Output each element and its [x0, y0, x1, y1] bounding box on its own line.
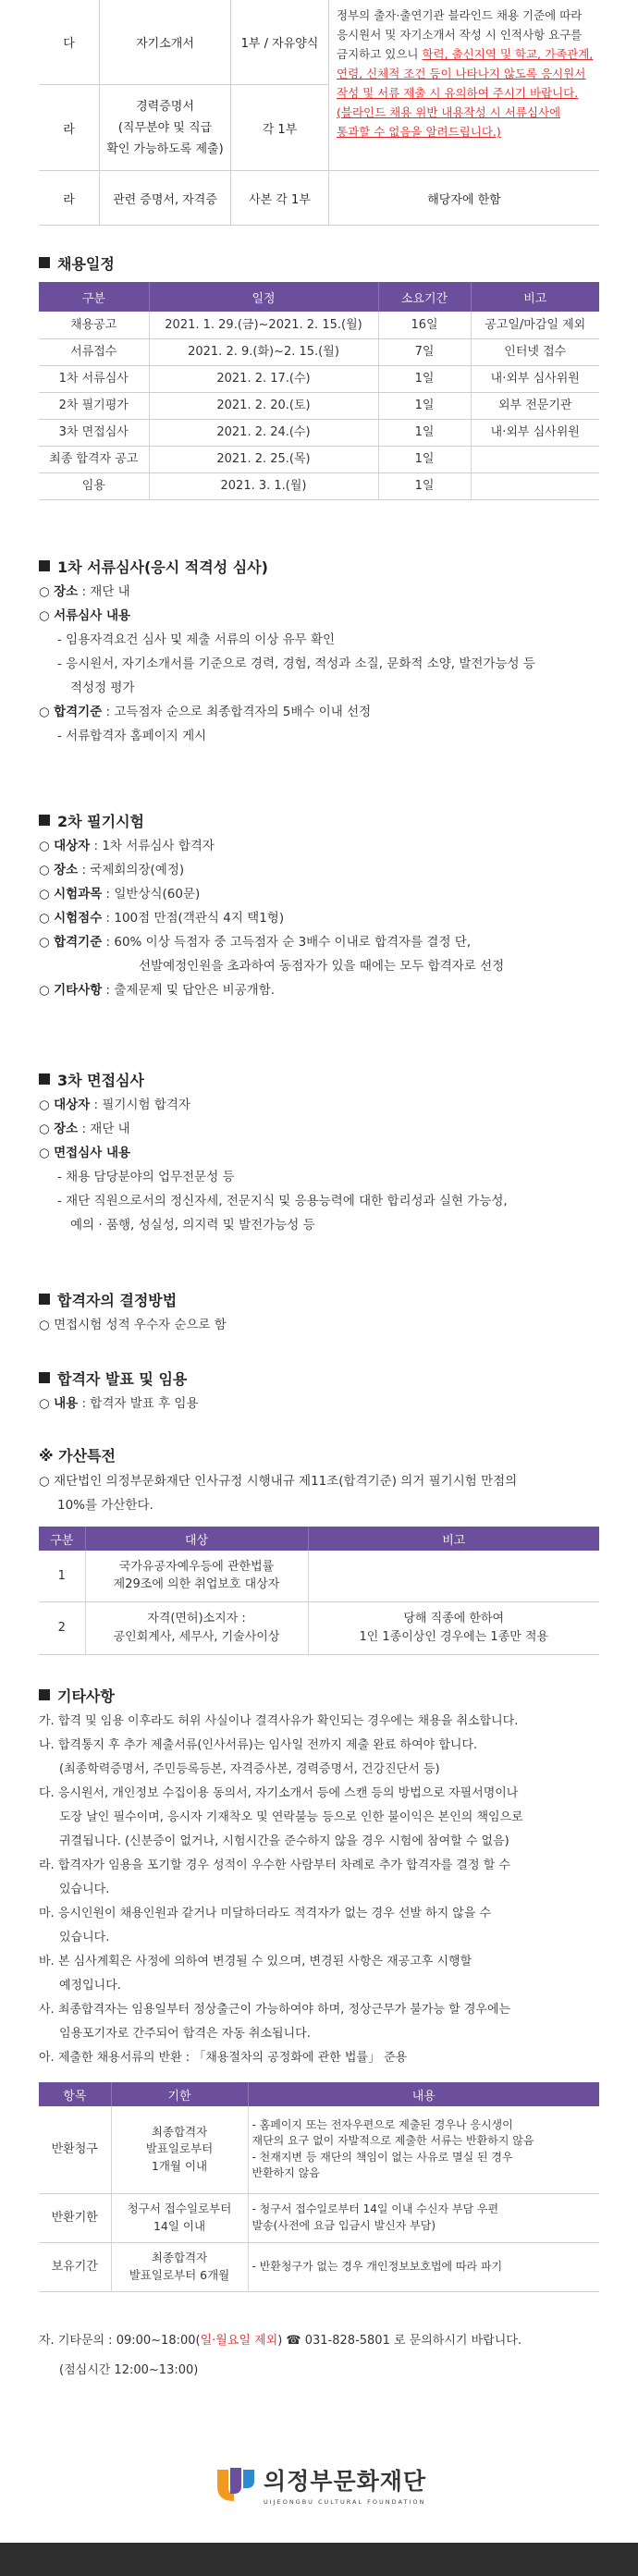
- bonus-table: [39, 1527, 599, 1655]
- schedule-cell: 2021. 3. 1.(월): [149, 472, 378, 499]
- schedule-cell: 1일: [378, 419, 471, 446]
- bonus-body: ○ 재단법인 의정부문화재단 인사규정 시행내규 제11조(합격기준) 의거 필기시험 만점의 10%를 가산한다.: [39, 1474, 518, 1513]
- schedule-row: [39, 472, 599, 499]
- return-period: 청구서 접수일로부터 14일 이내: [111, 2193, 248, 2242]
- doc-count: 사본 각 1부: [230, 171, 328, 225]
- schedule-table: [39, 282, 599, 500]
- doc-count: 1부 / 자유양식: [230, 0, 328, 84]
- col-header: 대상: [85, 1527, 308, 1551]
- schedule-row: [39, 419, 599, 446]
- row-num: 라: [63, 192, 75, 207]
- return-period: 최종합격자 발표일로부터 6개월: [111, 2242, 248, 2291]
- bonus-note: 당해 직종에 한하여 1인 1종이상인 경우에는 1종만 적용: [308, 1601, 599, 1654]
- schedule-cell: 16일: [378, 312, 471, 338]
- doc-count: 각 1부: [230, 85, 328, 170]
- schedule-row: [39, 446, 599, 472]
- footer-bar: [0, 2543, 638, 2576]
- schedule-cell: 1일: [378, 392, 471, 419]
- schedule-cell: 2021. 1. 29.(금)~2021. 2. 15.(월): [149, 312, 378, 338]
- schedule-row: [39, 392, 599, 419]
- schedule-cell: 7일: [378, 338, 471, 365]
- section-title-stage2: 2차 필기시험: [39, 809, 144, 831]
- schedule-row: [39, 312, 599, 338]
- schedule-cell: [471, 472, 599, 499]
- blind-note-warning: 학력, 출신지역 및 학교, 가족관계, 연령, 신체적 조건 등이 나타나지 않도록 응시원서 작성 및 서류 제출 시 유의하여 주시기 바랍니다. (블라인드 채용 위반 내용작성 시 서류심사에 통과할 수 없음을 알려드립니다.): [337, 47, 594, 139]
- col-header: 내용: [248, 2082, 599, 2106]
- schedule-cell: 2021. 2. 17.(수): [149, 365, 378, 392]
- square-bullet-icon: [39, 1294, 50, 1305]
- col-header: 구분: [39, 282, 149, 312]
- col-header: 소요기간: [378, 282, 471, 312]
- schedule-cell: 1일: [378, 446, 471, 472]
- logo-english: UIJEONGBU CULTURAL FOUNDATION: [264, 2498, 426, 2506]
- return-item: 반환청구: [39, 2106, 111, 2193]
- schedule-cell: 내·외부 심사위원: [471, 419, 599, 446]
- col-header: 항목: [39, 2082, 111, 2106]
- schedule-cell: 서류접수: [39, 338, 149, 365]
- logo-name: 의정부문화재단: [264, 2468, 427, 2495]
- schedule-cell: [471, 446, 599, 472]
- col-header: 기한: [111, 2082, 248, 2106]
- section-title-decision: 합격자의 결정방법: [39, 1288, 177, 1310]
- schedule-cell: 1일: [378, 472, 471, 499]
- bonus-num: 1: [39, 1551, 85, 1601]
- schedule-cell: 2021. 2. 9.(화)~2. 15.(월): [149, 338, 378, 365]
- return-table: [39, 2082, 599, 2292]
- section-title-etc: 기타사항: [39, 1684, 115, 1706]
- blind-note: [328, 0, 599, 170]
- doc-name: 관련 증명서, 자격증: [99, 171, 230, 225]
- schedule-cell: 임용: [39, 472, 149, 499]
- col-header: 구분: [39, 1527, 85, 1551]
- return-item: 반환기한: [39, 2193, 111, 2242]
- square-bullet-icon: [39, 1073, 50, 1085]
- square-bullet-icon: [39, 560, 50, 571]
- schedule-row: [39, 365, 599, 392]
- schedule-cell: 2021. 2. 25.(목): [149, 446, 378, 472]
- schedule-cell: 3차 면접심사: [39, 419, 149, 446]
- col-header: 비고: [471, 282, 599, 312]
- schedule-cell: 내·외부 심사위원: [471, 365, 599, 392]
- schedule-cell: 인터넷 접수: [471, 338, 599, 365]
- schedule-cell: 1차 서류심사: [39, 365, 149, 392]
- square-bullet-icon: [39, 257, 50, 268]
- etc-body: 가. 합격 및 임용 이후라도 허위 사실이나 결격사유가 확인되는 경우에는 채용을 취소합니다. 나. 합격통지 후 추가 제출서류(인사서류)는 임사일 전까지 제출 완료 하여야 합니다. (최종학력증명서, 주민등록등본, 자격증사본, 경력증명서, 건강진단서 등) 다. 응시원서, 개인정보 수집이용 동의서, 자기소개서 등에 스캔 등의 방법으로 자필서명이나 도장 날인 필수이며, 응시자 기재착오 및 연락불능 등으로 인한 불이익은 본인의 책임으로 귀결됩니다. (신분증이 없거나, 시험시간을 준수하지 않을 경우 시험에 참여할 수 없음) 라. 합격자가 임용을 포기할 경우 성적이 우수한 사람부터 차례로 추가 합격자를 결정 할 수 있습니다. 마. 응시인원이 채용인원과 같거나 미달하더라도 적격자가 없는 경우 선발 하지 않을 수 있습니다. 바. 본 심사계획은 사정에 의하여 변경될 수 있으며, 변경된 사항은 재공고후 시행할 예정입니다. 사. 최종합격자는 임용일부터 정상출근이 가능하여야 하며, 정상근무가 불가능 할 경우에는 임용포기자로 간주되어 합격은 자동 취소됩니다. 아. 제출한 채용서류의 반환 : 「채용절차의 공정화에 관한 법률」 준용: [39, 1714, 523, 2065]
- schedule-cell: 공고일/마감일 제외: [471, 312, 599, 338]
- stage2-body: ○ 대상자 : 1차 서류심사 합격자 ○ 장소 : 국제회의장(예정) ○ 시험과목 : 일반상식(60문) ○ 시험점수 : 100점 만점(객관식 4지 택1형) ○ 합격기준 : 60% 이상 득점자 중 고득점자 순 3배수 이내로 합격자를 결정 단, 선발예정인원을 초과하여 동점자가 있을 때에는 모두 합격자로 선정 ○ 기타사항 : 출제문제 및 답안은 비공개함.: [39, 839, 505, 998]
- return-period: 최종합격자 발표일로부터 1개월 이내: [111, 2106, 248, 2193]
- doc-name: 경력증명서 (직무분야 및 직급 확인 가능하도록 제출): [99, 85, 230, 170]
- schedule-cell: 1일: [378, 365, 471, 392]
- contact-line: 자. 기타문의 : 09:00~18:00(일·월요일 제외) ☎ 031-828-5801 로 문의하시기 바랍니다.: [39, 2334, 521, 2348]
- row-num: 라: [63, 122, 75, 137]
- bonus-target: 국가유공자예우등에 관한법률 제29조에 의한 취업보호 대상자: [85, 1551, 308, 1601]
- bonus-target: 자격(면허)소지자 : 공인회계사, 세무사, 기술사이상: [85, 1601, 308, 1654]
- section-title-bonus: ※ 가산특전: [39, 1447, 116, 1465]
- schedule-cell: 외부 전문기관: [471, 392, 599, 419]
- contact-holiday: 일·월요일 제외: [200, 2334, 278, 2348]
- square-bullet-icon: [39, 1689, 50, 1700]
- schedule-cell: 2021. 2. 20.(토): [149, 392, 378, 419]
- section-title-schedule: 채용일정: [39, 251, 115, 274]
- return-content: - 청구서 접수일로부터 14일 이내 수신자 부담 우편 발송(사전에 요금 입금시 발신자 부담): [248, 2193, 599, 2242]
- square-bullet-icon: [39, 815, 50, 826]
- schedule-cell: 최종 합격자 공고: [39, 446, 149, 472]
- decision-line: ○ 면접시험 성적 우수자 순으로 함: [39, 1318, 227, 1332]
- foundation-logo: [215, 2463, 426, 2506]
- section-title-stage1: 1차 서류심사(응시 적격성 심사): [39, 555, 268, 577]
- schedule-row: [39, 338, 599, 365]
- col-header: 일정: [149, 282, 378, 312]
- stage3-body: ○ 대상자 : 필기시험 합격자 ○ 장소 : 재단 내 ○ 면접심사 내용 - 채용 담당분야의 업무전문성 등 - 재단 직원으로서의 정신자세, 전문지식 및 응용능력에 대한 합리성과 실현 가능성, 예의 · 품행, 성실성, 의지력 및 발전가능성 등: [39, 1098, 508, 1233]
- schedule-cell: 2021. 2. 24.(수): [149, 419, 378, 446]
- schedule-cell: 채용공고: [39, 312, 149, 338]
- bonus-num: 2: [39, 1601, 85, 1654]
- return-item: 보유기간: [39, 2242, 111, 2291]
- doc-name: 자기소개서: [99, 0, 230, 84]
- section-title-announce: 합격자 발표 및 임용: [39, 1367, 187, 1389]
- col-header: 비고: [308, 1527, 599, 1551]
- bonus-note: [308, 1551, 599, 1601]
- row-num: 다: [63, 37, 75, 51]
- section-title-stage3: 3차 면접심사: [39, 1068, 144, 1090]
- foundation-logo-icon: [215, 2466, 256, 2503]
- stage1-body: ○ 장소 : 재단 내 ○ 서류심사 내용 - 임용자격요건 심사 및 제출 서류의 이상 유무 확인 - 응시원서, 자기소개서를 기준으로 경력, 경험, 적성과 소질, 문화적 소양, 발전가능성 등 적성정 평가 ○ 합격기준 : 고득점자 순으로 최종합격자의 5배수 이내 선정 - 서류합격자 홈페이지 게시: [39, 584, 535, 743]
- blind-note-text: 정부의 출자·출연기관 블라인드 채용 기준에 따라 응시원서 및 자기소개서 작성 시 인적사항 요구를 금지하고 있으니: [337, 8, 583, 61]
- doc-note: 해당자에 한함: [328, 171, 599, 225]
- return-content: - 반환청구가 없는 경우 개인정보보호법에 따라 파기: [248, 2242, 599, 2291]
- schedule-cell: 2차 필기평가: [39, 392, 149, 419]
- lunch-line: (점심시간 12:00~13:00): [59, 2363, 199, 2377]
- return-content: - 홈페이지 또는 전자우편으로 제출된 경우나 응시생이 재단의 요구 없이 자발적으로 제출한 서류는 반환하지 않음 - 천재지변 등 재단의 책임이 없는 사유로 멸실 된 경우 반환하지 않음: [248, 2106, 599, 2193]
- top-table-overlay: [39, 0, 599, 225]
- square-bullet-icon: [39, 1372, 50, 1383]
- announce-line: ○ 내용 : 합격자 발표 후 임용: [39, 1396, 199, 1411]
